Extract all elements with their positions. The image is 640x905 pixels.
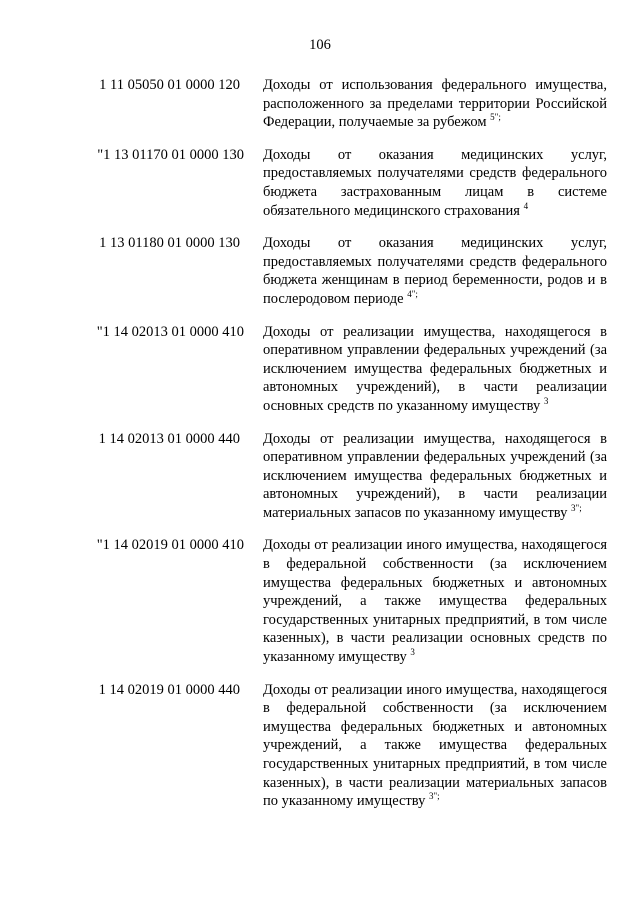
footnote-mark: 5";	[490, 112, 501, 123]
revenue-description	[263, 76, 607, 132]
revenue-code: "1 13 01170 01 0000 130	[97, 146, 244, 163]
footnote-mark: 3	[410, 647, 415, 658]
revenue-description	[263, 681, 607, 811]
page-number: 106	[309, 37, 331, 53]
revenue-description	[263, 430, 607, 523]
revenue-entry	[0, 430, 640, 523]
revenue-code: 1 14 02013 01 0000 440	[98, 430, 240, 447]
description-text: Доходы от оказания медицинских услуг, предоставляемых получателями средств федерального бюджета женщинам в период беременности, родов и в послеродовом периоде	[263, 235, 607, 307]
revenue-entry	[0, 146, 640, 220]
description-text: Доходы от реализации иного имущества, находящегося в федеральной собственности (за исключением имущества федеральных бюджетных и автономных учреждений, а также имущества федеральных государственных унитарных предприятий, в том числе казенных), в части реализации основных средств по указанному имуществу	[263, 537, 607, 666]
revenue-code: "1 14 02013 01 0000 410	[96, 323, 244, 340]
revenue-code-list	[0, 76, 640, 825]
revenue-description	[263, 323, 607, 416]
description-text: Доходы от реализации имущества, находящегося в оперативном управлении федеральных учреждений (за исключением имущества федеральных бюджетных и автономных учреждений), в части реализации основных средств по указанному имуществу	[263, 323, 607, 414]
revenue-entry	[0, 681, 640, 811]
description-text: Доходы от реализации иного имущества, находящегося в федеральной собственности (за исключением имущества федеральных бюджетных и автономных учреждений, а также имущества федеральных государственных унитарных предприятий, в том числе казенных), в части реализации материальных запасов по указанному имуществу	[263, 681, 607, 810]
footnote-mark: 4	[523, 200, 529, 211]
footnote-mark: 4";	[407, 289, 418, 300]
revenue-description	[263, 536, 607, 666]
revenue-description	[263, 146, 607, 220]
description-text: Доходы от реализации имущества, находящегося в оперативном управлении федеральных учреждений (за исключением имущества федеральных бюджетных и автономных учреждений), в части реализации материальных запасов по указанному имуществу	[263, 430, 607, 521]
footnote-mark: 3";	[571, 503, 582, 514]
revenue-code: 1 13 01180 01 0000 130	[99, 235, 240, 252]
revenue-entry	[0, 234, 640, 308]
revenue-entry	[0, 323, 640, 416]
footnote-mark: 3";	[429, 791, 440, 802]
revenue-entry	[0, 76, 640, 132]
revenue-code: "1 14 02019 01 0000 410	[96, 537, 244, 554]
revenue-code: 1 11 05050 01 0000 120	[99, 77, 240, 93]
footnote-mark: 3	[543, 396, 549, 407]
revenue-entry	[0, 536, 640, 666]
revenue-code: 1 14 02019 01 0000 440	[98, 681, 240, 698]
revenue-description	[263, 234, 607, 308]
description-text: Доходы от использования федерального имущества, расположенного за пределами территории Российской Федерации, получаемые за рубежом	[263, 77, 607, 131]
description-text: Доходы от оказания медицинских услуг, предоставляемых получателями средств федерального бюджета застрахованным лицам в системе обязательного медицинского страхования	[263, 146, 607, 219]
